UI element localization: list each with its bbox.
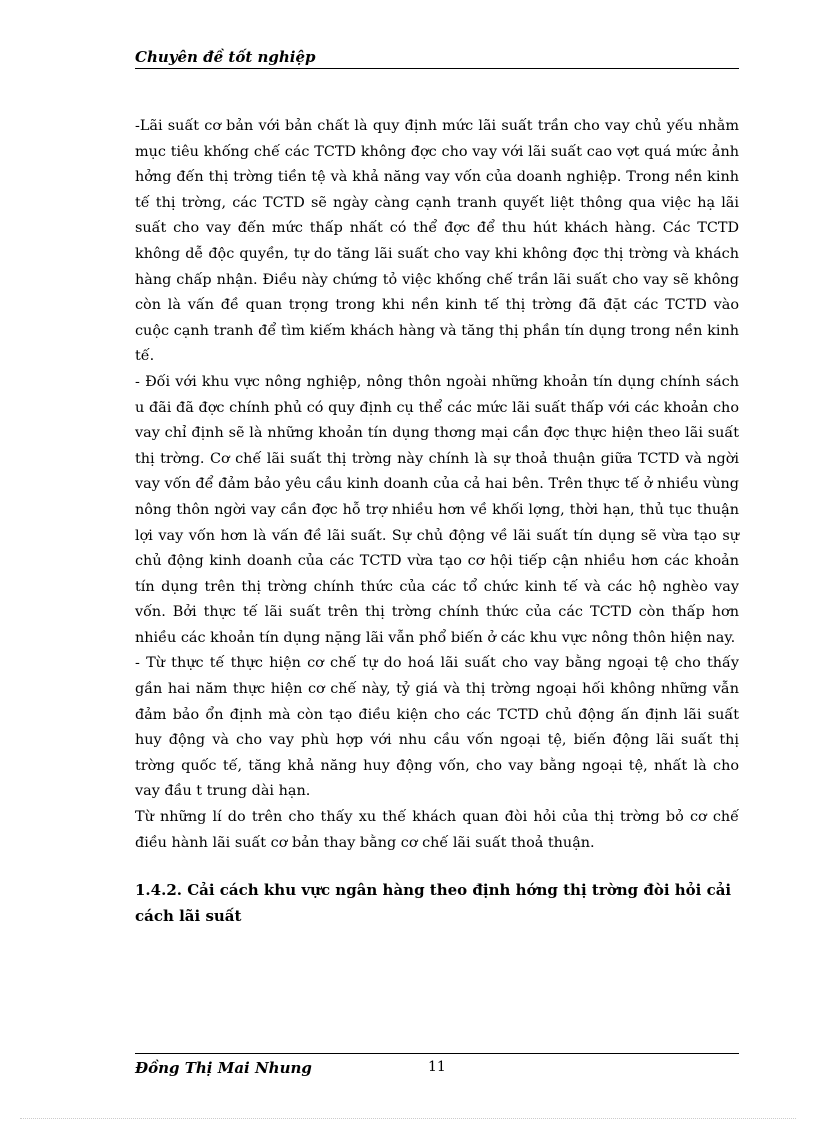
paragraph-conclusion: Từ những lí do trên cho thấy xu thế khách quan đòi hỏi của thị trờng bỏ cơ chế điều hành lãi suất cơ bản thay bằng cơ chế lãi suất thoả thuận. [135, 809, 739, 851]
header-divider [135, 68, 739, 69]
footer-divider [135, 1053, 739, 1054]
bottom-dotted-line [20, 1118, 796, 1119]
section-heading: 1.4.2. Cải cách khu vực ngân hàng theo định hớng thị trờng đòi hỏi cải cách lãi suất [135, 881, 732, 925]
page-number: 11 [428, 1059, 446, 1075]
footer-author: Đồng Thị Mai Nhung [135, 1059, 312, 1077]
header-title: Chuyên đề tốt nghiệp [135, 48, 316, 66]
paragraph-rural-credit: - Đối với khu vực nông nghiệp, nông thôn ngoài những khoản tín dụng chính sách u đãi đã đợc chính phủ có quy định cụ thể các mức lãi suất thấp với các khoản cho vay chỉ định sẽ là những khoản tín dụng thơng mại cần đợc thực hiện theo lãi suất thị trờng. Cơ chế lãi suất thị trờng này chính là sự thoả thuận giữa TCTD và ngời vay vốn để đảm bảo yêu cầu kinh doanh của cả hai bên. Trên thực tế ở nhiều vùng nông thôn ngời vay cần đợc hỗ trợ nhiều hơn về khối lợng, thời hạn, thủ tục thuận lợi vay vốn hơn là vấn đề lãi suất. Sự chủ động về lãi suất tín dụng sẽ vừa tạo sự chủ động kinh doanh của các TCTD vừa tạo cơ hội tiếp cận nhiều hơn các khoản tín dụng trên thị trờng chính thức của các tổ chức kinh tế và các hộ nghèo vay vốn. Bởi thực tế lãi suất trên thị trờng chính thức của các TCTD còn thấp hơn nhiều các khoản tín dụng nặng lãi vẫn phổ biến ở các khu vực nông thôn hiện nay. [135, 373, 739, 646]
paragraph-foreign-currency: - Từ thực tế thực hiện cơ chế tự do hoá lãi suất cho vay bằng ngoại tệ cho thấy gần hai năm thực hiện cơ chế này, tỷ giá và thị trờng ngoại hối không những vẫn đảm bảo ổn định mà còn tạo điều kiện cho các TCTD chủ động ấn định lãi suất huy động và cho vay phù hợp với nhu cầu vốn ngoại tệ, biến động lãi suất thị trờng quốc tế, tăng khả năng huy động vốn, cho vay bằng ngoại tệ, nhất là cho vay đầu t trung dài hạn. [135, 655, 739, 800]
document-body [135, 114, 739, 856]
paragraph-interest-ceiling: -Lãi suất cơ bản với bản chất là quy định mức lãi suất trần cho vay chủ yếu nhằm mục tiêu khống chế các TCTD không đợc cho vay với lãi suất cao vợt quá mức ảnh hởng đến thị trờng tiền tệ và khả năng vay vốn của doanh nghiệp. Trong nền kinh tế thị trờng, các TCTD sẽ ngày càng cạnh tranh quyết liệt thông qua việc hạ lãi suất cho vay đến mức thấp nhất có thể đợc để thu hút khách hàng. Các TCTD không dễ độc quyền, tự do tăng lãi suất cho vay khi không đợc thị trờng và khách hàng chấp nhận. Điều này chứng tỏ việc khống chế trần lãi suất cho vay sẽ không còn là vấn đề quan trọng trong khi nền kinh tế thị trờng đã đặt các TCTD vào cuộc cạnh tranh để tìm kiếm khách hàng và tăng thị phần tín dụng trong nền kinh tế. [135, 118, 739, 365]
